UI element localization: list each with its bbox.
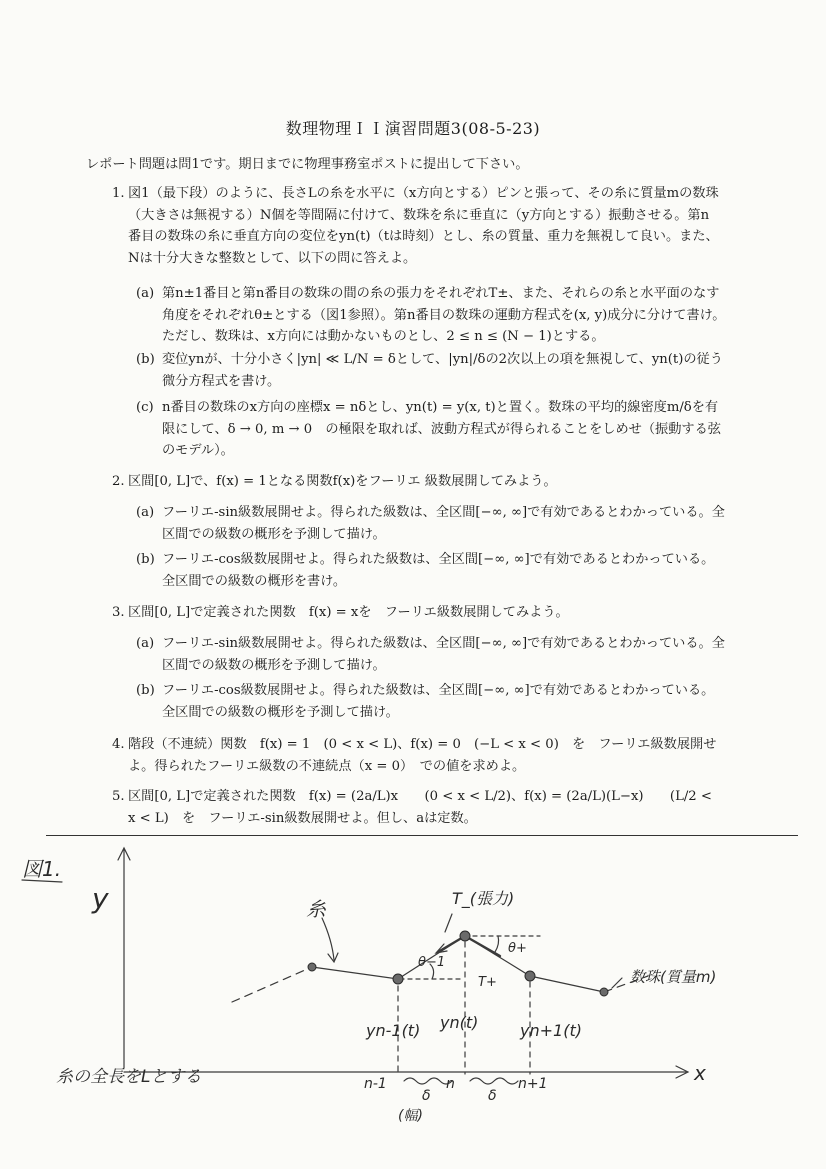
sub-label: (c) — [136, 400, 154, 415]
sub-label: (b) — [136, 352, 155, 367]
problem-1a — [136, 283, 726, 348]
sub-text: 変位ynが、十分小さく|yn| ≪ L/N = δとして、|yn|/δの2次以上の項を無視して、yn(t)の従う微分方程式を書け。 — [162, 352, 723, 389]
problem-2a — [136, 502, 726, 545]
sub-text: フーリエ-sin級数展開せよ。得られた級数は、全区間[−∞, ∞]で有効であるとわかっている。全区間での級数の概形を予測して描け。 — [162, 505, 725, 542]
sub-label: (b) — [136, 683, 155, 698]
page-title: 数理物理ＩＩ演習問題3(08-5-23) — [285, 119, 541, 138]
n-next-label: n+1 — [518, 1076, 548, 1092]
y-prev-label: yn-1(t) — [366, 1021, 421, 1040]
tension-plus-label: T+ — [478, 975, 497, 990]
problem-text: 区間[0, L]で定義された関数 f(x) = xを フーリエ級数展開してみよう。 — [128, 605, 569, 620]
intro-text: レポート問題は問1です。期日までに物理事務室ポストに提出して下さい。 — [86, 157, 529, 172]
problem-2 — [112, 471, 722, 493]
delta-left-label: δ — [422, 1088, 431, 1104]
string-left-dashed — [232, 967, 312, 1002]
sub-label: (a) — [136, 636, 155, 651]
sub-label: (a) — [136, 286, 155, 301]
tension-arrow-plus — [465, 936, 500, 956]
angle-arc-plus — [495, 936, 499, 952]
bead — [308, 963, 316, 971]
delta-right-label: δ — [488, 1088, 497, 1104]
sub-text: 第n±1番目と第n番目の数珠の間の糸の張力をそれぞれT±、また、それらの糸と水平面のなす角度をそれぞれθ±とする（図1参照）。第n番目の数珠の運動方程式を(x, y)成分に分けて書け。ただし、数珠は、x方向には動かないものとし、2 ≤ n ≤ (N − 1)とする。 — [162, 286, 726, 344]
problem-text: 区間[0, L]で、f(x) = 1となる関数f(x)をフーリエ 級数展開してみよう。 — [128, 474, 557, 489]
problem-number: 5. — [112, 789, 125, 804]
sub-label: (a) — [136, 505, 155, 520]
theta-minus-label: θ−1 — [418, 955, 446, 970]
delta-brace-right — [470, 1078, 518, 1084]
sub-text: フーリエ-cos級数展開せよ。得られた級数は、全区間[−∞, ∞]で有効であるとわかっている。全区間での級数の概形を書け。 — [162, 552, 715, 589]
y-next-label: yn+1(t) — [520, 1021, 582, 1040]
problem-1c — [136, 397, 726, 462]
problem-1b — [136, 349, 726, 392]
problem-number: 3. — [112, 605, 125, 620]
tension-pointer — [445, 914, 452, 932]
problem-4 — [112, 734, 722, 777]
problem-text: 図1（最下段）のように、長さLの糸を水平に（x方向とする）ピンと張って、その糸に質量mの数珠（大きさは無視する）N個を等間隔に付けて、数珠を糸に垂直に（y方向とする）振動させる。第n番目の数珠の糸に垂直方向の変位をyn(t)（tは時刻）とし、糸の質量、重力を無視して良い。また、Nは十分大きな整数として、以下の問に答えよ。 — [128, 186, 719, 266]
sub-text: n番目の数珠のx方向の座標x = nδとし、yn(t) = y(x, t)と置く。数珠の平均的線密度m/δを有限にして、δ → 0, m → 0 の極限を取れば、波動方程式が得られることをしめせ（振動する弦のモデル）。 — [162, 400, 721, 458]
sub-text: フーリエ-cos級数展開せよ。得られた級数は、全区間[−∞, ∞]で有効であるとわかっている。全区間での級数の概形を予測して描け。 — [162, 683, 715, 720]
problem-3a — [136, 633, 726, 676]
bead — [600, 988, 608, 996]
bead-label: 数珠(質量m) — [630, 968, 717, 986]
problem-3b — [136, 680, 726, 723]
figure-label: 図1. — [22, 857, 62, 881]
string — [312, 936, 604, 992]
y-axis-label: y — [92, 882, 109, 915]
x-axis-label: x — [694, 1061, 706, 1085]
bead — [525, 971, 535, 981]
problem-text: 階段（不連続）関数 f(x) = 1 (0 < x < L)、f(x) = 0 (−L < x < 0) を フーリエ級数展開せよ。得られたフーリエ級数の不連続点（x = 0） での値を求めよ。 — [128, 737, 717, 774]
problem-number: 1. — [112, 186, 125, 201]
problem-2b — [136, 549, 726, 592]
string-label: 糸 — [306, 897, 326, 921]
delta-brace-left — [404, 1078, 452, 1084]
problem-text: 区間[0, L]で定義された関数 f(x) = (2a/L)x (0 < x < L/2)、f(x) = (2a/L)(L−x) (L/2 < x < L) を フーリエ-sin級数展開せよ。但し、aは定数。 — [128, 789, 712, 826]
length-note: 糸の全長をLとする — [56, 1067, 202, 1087]
figure-1 — [0, 836, 826, 1156]
bead — [460, 931, 470, 941]
problem-5 — [112, 786, 722, 829]
y-cur-label: yn(t) — [440, 1013, 479, 1032]
problem-1 — [112, 183, 722, 269]
problem-number: 4. — [112, 737, 125, 752]
width-note: (幅) — [398, 1108, 423, 1124]
theta-plus-label: θ+ — [508, 941, 527, 956]
problem-number: 2. — [112, 474, 125, 489]
n-prev-label: n-1 — [364, 1076, 387, 1092]
sub-label: (b) — [136, 552, 155, 567]
problem-3 — [112, 602, 722, 624]
tension-label: T_(張力) — [452, 889, 515, 908]
bead — [393, 974, 403, 984]
n-cur-label: n — [446, 1076, 455, 1092]
sub-text: フーリエ-sin級数展開せよ。得られた級数は、全区間[−∞, ∞]で有効であるとわかっている。全区間での級数の概形を予測して描け。 — [162, 636, 725, 673]
